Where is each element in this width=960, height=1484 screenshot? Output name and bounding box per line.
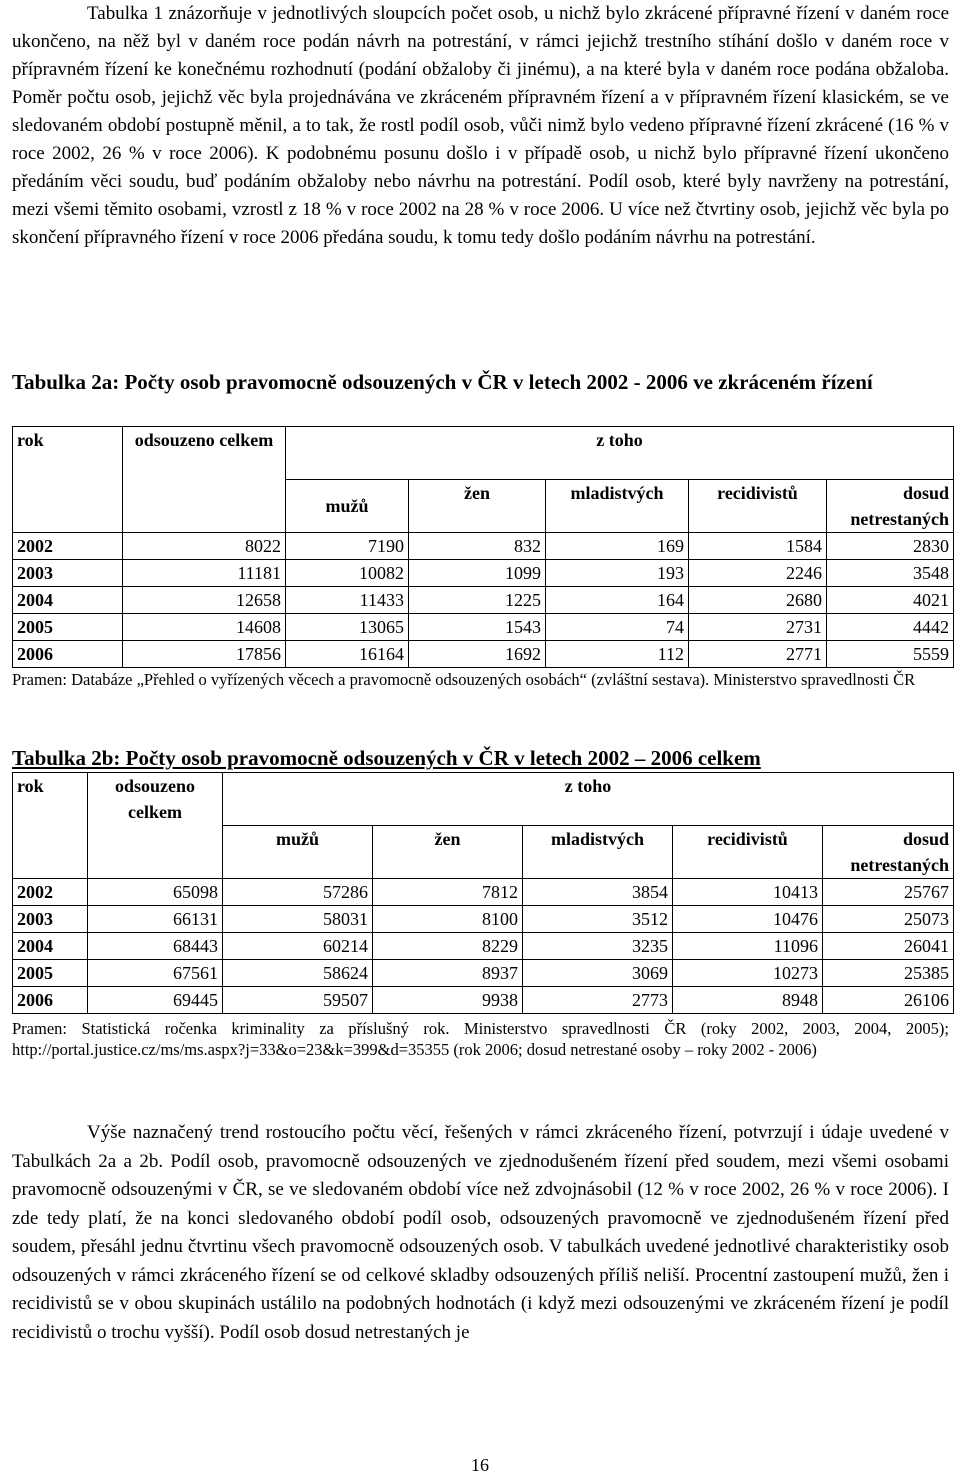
year-cell: 2005 [13, 614, 123, 641]
value-cell: 112 [546, 641, 689, 668]
value-cell: 2246 [689, 560, 827, 587]
value-cell: 3512 [523, 906, 673, 933]
header-empty [123, 480, 286, 533]
value-cell: 10413 [673, 879, 823, 906]
table-row [13, 960, 954, 987]
table-row [13, 614, 954, 641]
year-cell: 2004 [13, 933, 88, 960]
table-2a-body [13, 533, 954, 668]
header-empty [13, 480, 123, 533]
value-cell: 3235 [523, 933, 673, 960]
value-cell: 169 [546, 533, 689, 560]
table-2b-caption: Tabulka 2b: Počty osob pravomocně odsouzených v ČR v letech 2002 – 2006 celkem [12, 746, 761, 770]
value-cell: 10273 [673, 960, 823, 987]
table-2a-source: Pramen: Databáze „Přehled o vyřízených věcech a pravomocně odsouzených osobách“ (zvláštní sestava). Ministerstvo spravedlnosti ČR [12, 670, 916, 689]
value-cell: 1099 [409, 560, 546, 587]
value-cell: 832 [409, 533, 546, 560]
value-cell: 11433 [286, 587, 409, 614]
value-cell: 4442 [827, 614, 954, 641]
value-cell: 1543 [409, 614, 546, 641]
header-z-toho: z toho [286, 427, 954, 480]
table-row [13, 906, 954, 933]
value-cell: 8022 [123, 533, 286, 560]
header-empty [88, 826, 223, 879]
value-cell: 3069 [523, 960, 673, 987]
value-cell: 7190 [286, 533, 409, 560]
value-cell: 8100 [373, 906, 523, 933]
value-cell: 65098 [88, 879, 223, 906]
value-cell: 2680 [689, 587, 827, 614]
year-cell: 2005 [13, 960, 88, 987]
header-recidivistu: recidivistů [689, 480, 827, 533]
value-cell: 16164 [286, 641, 409, 668]
header-empty [13, 826, 88, 879]
discussion-paragraph: Výše naznačený trend rostoucího počtu věcí, řešených v rámci zkráceného řízení, potvrzují i údaje uvedené v Tabulkách 2a a 2b. Podíl osob, pravomocně odsouzených ve zjednodušeném řízení před soudem, mezi všemi osobami pravomocně odsouzenými v ČR, se ve sledovaném období více než zdvojnásobil (12 % v roce 2002, 26 % v roce 2006). I zde tedy platí, že na konci sledovaného období podíl osob, odsouzených pravomocně ve zjednodušeném řízení před soudem, přesáhl jednu čtvrtinu všech pravomocně odsouzených osob. V tabulkách uvedené jednotlivé charakteristiky osob odsouzených v rámci zkráceného řízení se od celkové skladby odsouzených příliš neliší. Procentní zastoupení mužů, žen i recidivistů se v obou skupinách ustálilo na podobných hodnotách (i když mezi odsouzenými ve zkráceném řízení je podíl recidivistů o trochu vyšší). Podíl osob dosud netrestaných je [12, 1122, 949, 1343]
table-2a-header-row [13, 427, 954, 480]
value-cell: 11181 [123, 560, 286, 587]
value-cell: 25767 [823, 879, 954, 906]
value-cell: 67561 [88, 960, 223, 987]
value-cell: 1692 [409, 641, 546, 668]
table-row [13, 533, 954, 560]
header-odsouzeno: odsouzeno celkem [123, 427, 286, 480]
year-cell: 2006 [13, 987, 88, 1014]
value-cell: 69445 [88, 987, 223, 1014]
table-2a [12, 426, 954, 668]
value-cell: 2773 [523, 987, 673, 1014]
value-cell: 2771 [689, 641, 827, 668]
value-cell: 66131 [88, 906, 223, 933]
year-cell: 2004 [13, 587, 123, 614]
intro-paragraph: Tabulka 1 znázorňuje v jednotlivých sloupcích počet osob, u nichž bylo zkrácené přípravné řízení v daném roce ukončeno, na něž byl v daném roce podán návrh na potrestání, v rámci jejichž trestního stíhání došlo v daném roce v přípravném řízení ke konečnému rozhodnutí (podání obžaloby či jinému), a na které byla v daném roce podána obžaloba. Poměr počtu osob, jejichž věc byla projednávána ve zkráceném přípravném řízení a v přípravném řízení klasickém, se ve sledovaném období postupně měnil, a to tak, že rostl podíl osob, vůči nimž bylo vedeno přípravné řízení zkrácené (16 % v roce 2002, 26 % v roce 2006). K podobnému posunu došlo i v případě osob, u nichž bylo přípravné řízení ukončeno předáním věci soudu, buď podáním obžaloby nebo návrhu na potrestání. Podíl osob, které byly navrženy na potrestání, mezi všemi těmito osobami, vzrostl z 18 % v roce 2002 na 28 % v roce 2006. U více než čtvrtiny osob, jejichž věc byla po skončení přípravného řízení v roce 2006 předána soudu, k tomu tedy došlo podáním návrhu na potrestání. [12, 3, 949, 248]
value-cell: 57286 [223, 879, 373, 906]
value-cell: 10476 [673, 906, 823, 933]
header-recidivistu: recidivistů [673, 826, 823, 879]
year-cell: 2006 [13, 641, 123, 668]
value-cell: 3548 [827, 560, 954, 587]
table-row [13, 560, 954, 587]
value-cell: 164 [546, 587, 689, 614]
value-cell: 13065 [286, 614, 409, 641]
value-cell: 8937 [373, 960, 523, 987]
value-cell: 1584 [689, 533, 827, 560]
value-cell: 1225 [409, 587, 546, 614]
header-mladistvych: mladistvých [546, 480, 689, 533]
year-cell: 2002 [13, 879, 88, 906]
table-row [13, 987, 954, 1014]
value-cell: 8948 [673, 987, 823, 1014]
table-row [13, 587, 954, 614]
value-cell: 25385 [823, 960, 954, 987]
table-2b-source: Pramen: Statistická ročenka kriminality za příslušný rok. Ministerstvo spravedlnosti ČR (roky 2002, 2003, 2004, 2005); http://portal.justice.cz/ms/ms.aspx?j=33&o=23&k=399&d=35355 (rok 2006; dosud netrestané osoby – roky 2002 - 2006) [12, 1019, 949, 1059]
table-2b-body [13, 879, 954, 1014]
header-z-toho: z toho [223, 773, 954, 826]
value-cell: 193 [546, 560, 689, 587]
header-muzu: mužů [286, 480, 409, 533]
table-row [13, 641, 954, 668]
value-cell: 12658 [123, 587, 286, 614]
value-cell: 8229 [373, 933, 523, 960]
year-cell: 2003 [13, 906, 88, 933]
header-rok: rok [13, 427, 123, 480]
header-muzu: mužů [223, 826, 373, 879]
table-2b-header-row [13, 773, 954, 826]
value-cell: 59507 [223, 987, 373, 1014]
year-cell: 2003 [13, 560, 123, 587]
value-cell: 7812 [373, 879, 523, 906]
value-cell: 11096 [673, 933, 823, 960]
value-cell: 14608 [123, 614, 286, 641]
header-zen: žen [409, 480, 546, 533]
value-cell: 26106 [823, 987, 954, 1014]
value-cell: 74 [546, 614, 689, 641]
table-row [13, 933, 954, 960]
value-cell: 58624 [223, 960, 373, 987]
header-mladistvych: mladistvých [523, 826, 673, 879]
value-cell: 9938 [373, 987, 523, 1014]
header-zen: žen [373, 826, 523, 879]
table-2a-source-block [12, 669, 949, 690]
value-cell: 4021 [827, 587, 954, 614]
value-cell: 10082 [286, 560, 409, 587]
value-cell: 25073 [823, 906, 954, 933]
page-number: 16 [471, 1455, 489, 1475]
header-odsouzeno: odsouzeno celkem [88, 773, 223, 826]
value-cell: 5559 [827, 641, 954, 668]
header-rok: rok [13, 773, 88, 826]
header-dosud: dosud netrestaných [823, 826, 954, 879]
value-cell: 17856 [123, 641, 286, 668]
value-cell: 2731 [689, 614, 827, 641]
table-2b-subheader-row [13, 826, 954, 879]
table-row [13, 879, 954, 906]
value-cell: 26041 [823, 933, 954, 960]
table-2a-subheader-row [13, 480, 954, 533]
value-cell: 68443 [88, 933, 223, 960]
value-cell: 2830 [827, 533, 954, 560]
value-cell: 58031 [223, 906, 373, 933]
table-2b-source-block [12, 1018, 949, 1060]
header-dosud: dosud netrestaných [827, 480, 954, 533]
table-2b [12, 772, 954, 1014]
table-2a-caption: Tabulka 2a: Počty osob pravomocně odsouzených v ČR v letech 2002 - 2006 ve zkráceném řízení [12, 370, 873, 394]
year-cell: 2002 [13, 533, 123, 560]
intro-paragraph-block [12, 0, 949, 252]
value-cell: 60214 [223, 933, 373, 960]
discussion-paragraph-block [12, 1119, 949, 1347]
value-cell: 3854 [523, 879, 673, 906]
